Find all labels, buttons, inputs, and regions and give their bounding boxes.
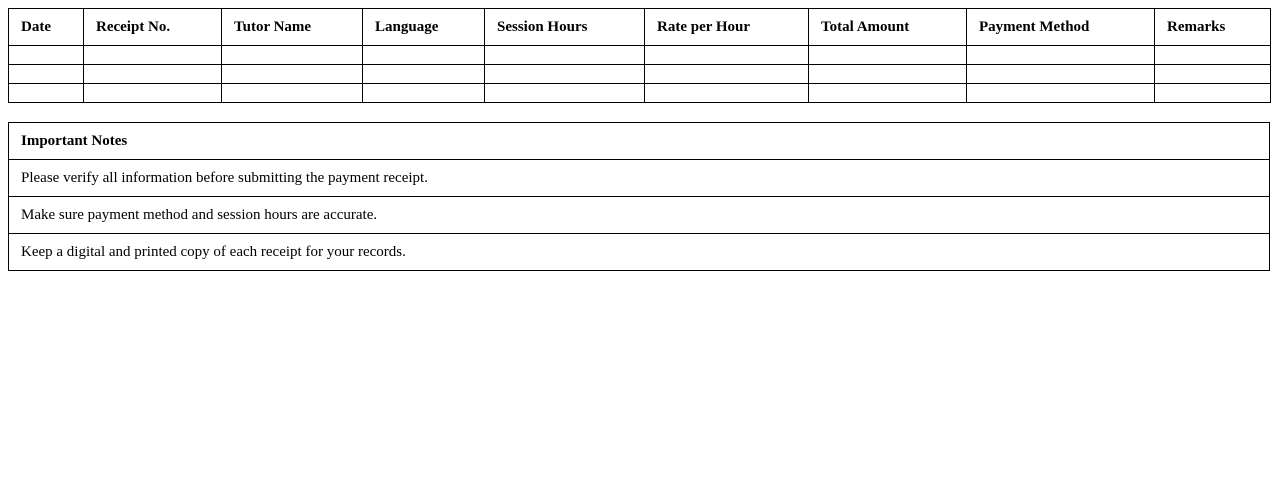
notes-header-row (9, 123, 1270, 160)
table-cell (9, 65, 84, 84)
table-cell (645, 46, 809, 65)
table-cell (1155, 65, 1271, 84)
table-cell (84, 46, 222, 65)
column-header-language: Language (363, 9, 485, 46)
table-cell (645, 65, 809, 84)
note-row (9, 234, 1270, 271)
table-cell (967, 65, 1155, 84)
table-cell (9, 46, 84, 65)
note-row (9, 160, 1270, 197)
table-cell (222, 84, 363, 103)
table-cell (1155, 46, 1271, 65)
column-header-session-hours: Session Hours (485, 9, 645, 46)
note-row (9, 197, 1270, 234)
table-cell (967, 84, 1155, 103)
table-cell (645, 84, 809, 103)
table-cell (485, 65, 645, 84)
table-cell (9, 84, 84, 103)
note-item: Keep a digital and printed copy of each receipt for your records. (9, 234, 1270, 271)
column-header-tutor-name: Tutor Name (222, 9, 363, 46)
table-cell (809, 84, 967, 103)
document-body (8, 8, 1270, 271)
table-cell (967, 46, 1155, 65)
table-row (9, 46, 1271, 65)
receipt-table (8, 8, 1271, 103)
column-header-total-amount: Total Amount (809, 9, 967, 46)
table-row (9, 65, 1271, 84)
table-cell (84, 84, 222, 103)
table-cell (809, 65, 967, 84)
column-header-receipt-no: Receipt No. (84, 9, 222, 46)
table-cell (485, 46, 645, 65)
table-cell (363, 65, 485, 84)
note-item: Please verify all information before submitting the payment receipt. (9, 160, 1270, 197)
notes-title: Important Notes (9, 123, 1270, 160)
column-header-payment-method: Payment Method (967, 9, 1155, 46)
column-header-date: Date (9, 9, 84, 46)
column-header-remarks: Remarks (1155, 9, 1271, 46)
table-cell (485, 84, 645, 103)
table-header-row (9, 9, 1271, 46)
table-row (9, 84, 1271, 103)
table-cell (363, 46, 485, 65)
table-cell (363, 84, 485, 103)
table-cell (222, 46, 363, 65)
table-cell (809, 46, 967, 65)
column-header-rate-per-hour: Rate per Hour (645, 9, 809, 46)
table-cell (84, 65, 222, 84)
table-cell (1155, 84, 1271, 103)
important-notes-table (8, 122, 1270, 271)
note-item: Make sure payment method and session hours are accurate. (9, 197, 1270, 234)
table-cell (222, 65, 363, 84)
